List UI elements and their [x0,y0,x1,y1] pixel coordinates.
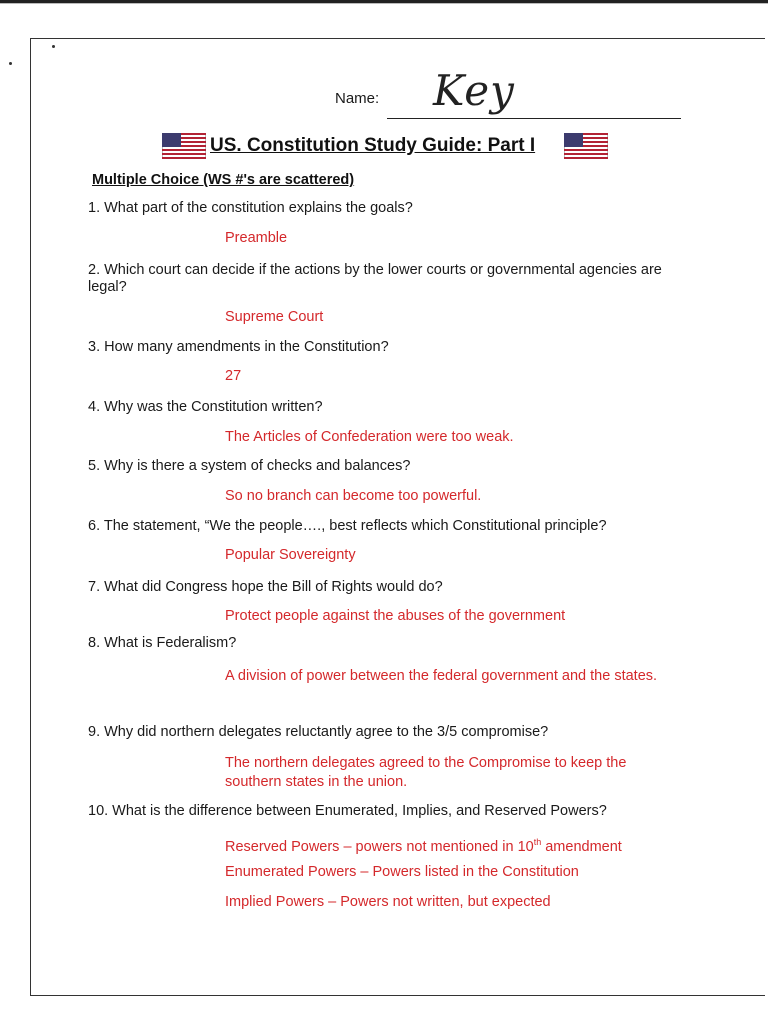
question-2: 2. Which court can decide if the actions by the lower courts or governmental agencies are legal? [88,262,662,295]
answer-10-reserved [225,833,725,857]
question-3: 3. How many amendments in the Constitution? [88,339,389,355]
answer-8: A division of power between the federal government and the states. [225,668,658,684]
answer-5: So no branch can become too powerful. [225,488,482,504]
section-heading: Multiple Choice (WS #'s are scattered) [92,172,355,188]
answer-1: Preamble [225,230,288,246]
question-7: 7. What did Congress hope the Bill of Rights would do? [88,579,443,595]
answer-10-reserved-text: Reserved Powers – powers not mentioned in 10 [225,838,534,855]
question-10: 10. What is the difference between Enumerated, Implies, and Reserved Powers? [88,803,607,819]
answer-9: The northern delegates agreed to the Compromise to keep the southern states in the union. [225,755,627,790]
name-line [387,118,681,119]
answer-3: 27 [225,368,242,384]
answer-10-reserved-tail: amendment [541,838,622,855]
answer-10-enumerated: Enumerated Powers – Powers listed in the Constitution [225,864,579,880]
answer-6: Popular Sovereignty [225,547,356,563]
question-8: 8. What is Federalism? [88,635,237,651]
question-4: 4. Why was the Constitution written? [88,399,323,415]
us-flag-icon [564,133,608,159]
name-label: Name: [335,90,380,107]
page-title: US. Constitution Study Guide: Part I [210,135,536,156]
question-1: 1. What part of the constitution explains the goals? [88,200,413,216]
answer-4: The Articles of Confederation were too weak. [225,429,514,445]
scan-edge-shadow [0,3,768,4]
answer-10-implied: Implied Powers – Powers not written, but expected [225,894,551,910]
question-6: 6. The statement, “We the people…., best reflects which Constitutional principle? [88,518,607,534]
scan-speck [9,62,12,65]
name-value-handwritten: Key [433,66,515,115]
answer-7: Protect people against the abuses of the government [225,608,566,624]
us-flag-icon [162,133,206,159]
question-9: 9. Why did northern delegates reluctantly agree to the 3/5 compromise? [88,724,549,740]
superscript-th: th [533,837,542,847]
scan-speck [52,45,55,48]
answer-2: Supreme Court [225,309,324,325]
question-5: 5. Why is there a system of checks and balances? [88,458,411,474]
